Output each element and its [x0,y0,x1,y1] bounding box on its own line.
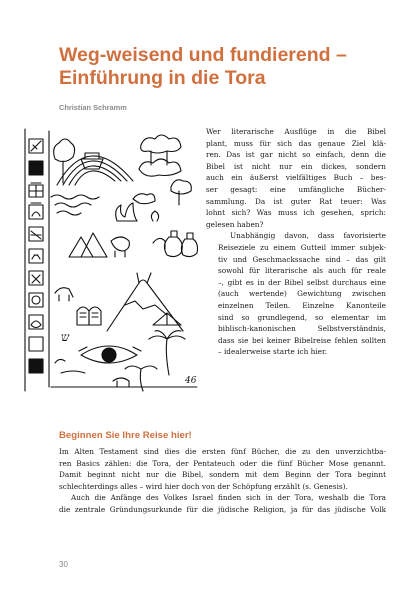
text-line: ser gesagt: eine umfängliche Bücher- [206,184,386,194]
text-line: (auch wertende) Gewichtung zwischen [218,289,386,299]
intro-paragraph-2 [206,230,386,358]
body-paragraph-1 [59,446,386,492]
torah-map-illustration [21,125,202,396]
rainbow-ark [57,153,133,185]
text-line: Damit beginnt nicht nur die Bibel, sondern mit dem Beginn der Tora beginnt [59,470,386,480]
text-line: Reiseziele zu einem Gutteil immer subjek- [218,242,386,252]
text-line: biblisch-kanonischen Selbstverständnis, [218,324,386,334]
text-line: – idealerweise starte ich hier. [218,347,327,357]
author-name: Christian Schramm [59,103,127,112]
intro-column [206,126,386,358]
text-line: dass sie bei keiner Bibelreise fehlen sollten [218,335,386,345]
hebrew-letter: ש [61,330,70,344]
text-line: ren Basics zählen: die Tora, der Pentateuch oder die fünf Bücher Mose genannt. [59,458,386,468]
text-line: Wer literarische Ausflüge in die Bibel [206,127,386,136]
section-subheading: Beginnen Sie Ihre Reise hier! [59,430,192,441]
text-line: sammlung. Da ist guter Rat teuer: Was [206,196,386,206]
symbol-boxes [29,139,43,373]
ground-lines [51,359,197,387]
text-line: lohnt sich? Was muss ich gesehen, sprich: [206,208,386,218]
text-line: plant, muss für sich das genaue Ziel klä- [206,138,386,148]
intro-paragraph-1 [206,126,386,230]
text-line: Im Alten Testament sind dies die ersten fünf Bücher, die zu den unverzichtba- [59,447,386,456]
text-line: ren. Das ist gar nicht so einfach, denn die [206,150,386,160]
text-line: sowohl für literarische als auch für reale [218,266,386,276]
eye [79,346,141,363]
tablets [77,307,101,325]
clouds-top-right [133,135,191,205]
body-paragraph-2 [59,492,386,515]
text-line: gelesen haben? [206,219,264,229]
burning-bush [116,203,137,221]
section-body [59,446,386,516]
animal-figures [55,238,165,301]
text-line: schlechterdings alles – wird hier doch von der Schöpfung erzählt (s. Genesis). [59,481,348,491]
text-line: einzelnen Teilen. Einzelne Kanonteile [218,300,386,310]
mountain [107,273,183,331]
jars [151,211,197,257]
text-line: –, gibt es in der Bibel selbst durchaus eine [218,277,386,287]
tree-top-left [54,139,75,183]
chapter-title-line-1: Weg-weisend und fundierend – [59,44,347,66]
text-line: sind so grundlegend, so elementar im [218,312,386,322]
text-line: auch ein äußerst vielfältiges Buch – bes- [206,173,386,183]
page-number: 30 [59,560,68,569]
text-line: tiv und Geschmackssache sind – das gilt [218,254,386,264]
text-line: Unabhängig davon, dass favorisierte [230,231,386,241]
text-line: Bibel ist nicht nur ein dickes, sondern [206,161,386,171]
text-line: die zentrale Gründungsurkunde für die jüdische Religion, ja für das jüdische Volk [59,504,386,514]
artist-signature: 46 [185,376,197,386]
pyramids [69,233,129,257]
chapter-title [59,44,389,90]
text-line: Auch die Anfänge des Volkes Israel finden sich in der Tora, weshalb die Tora [71,493,386,503]
chapter-title-line-2: Einführung in die Tora [59,67,266,89]
water-waves [51,195,99,215]
